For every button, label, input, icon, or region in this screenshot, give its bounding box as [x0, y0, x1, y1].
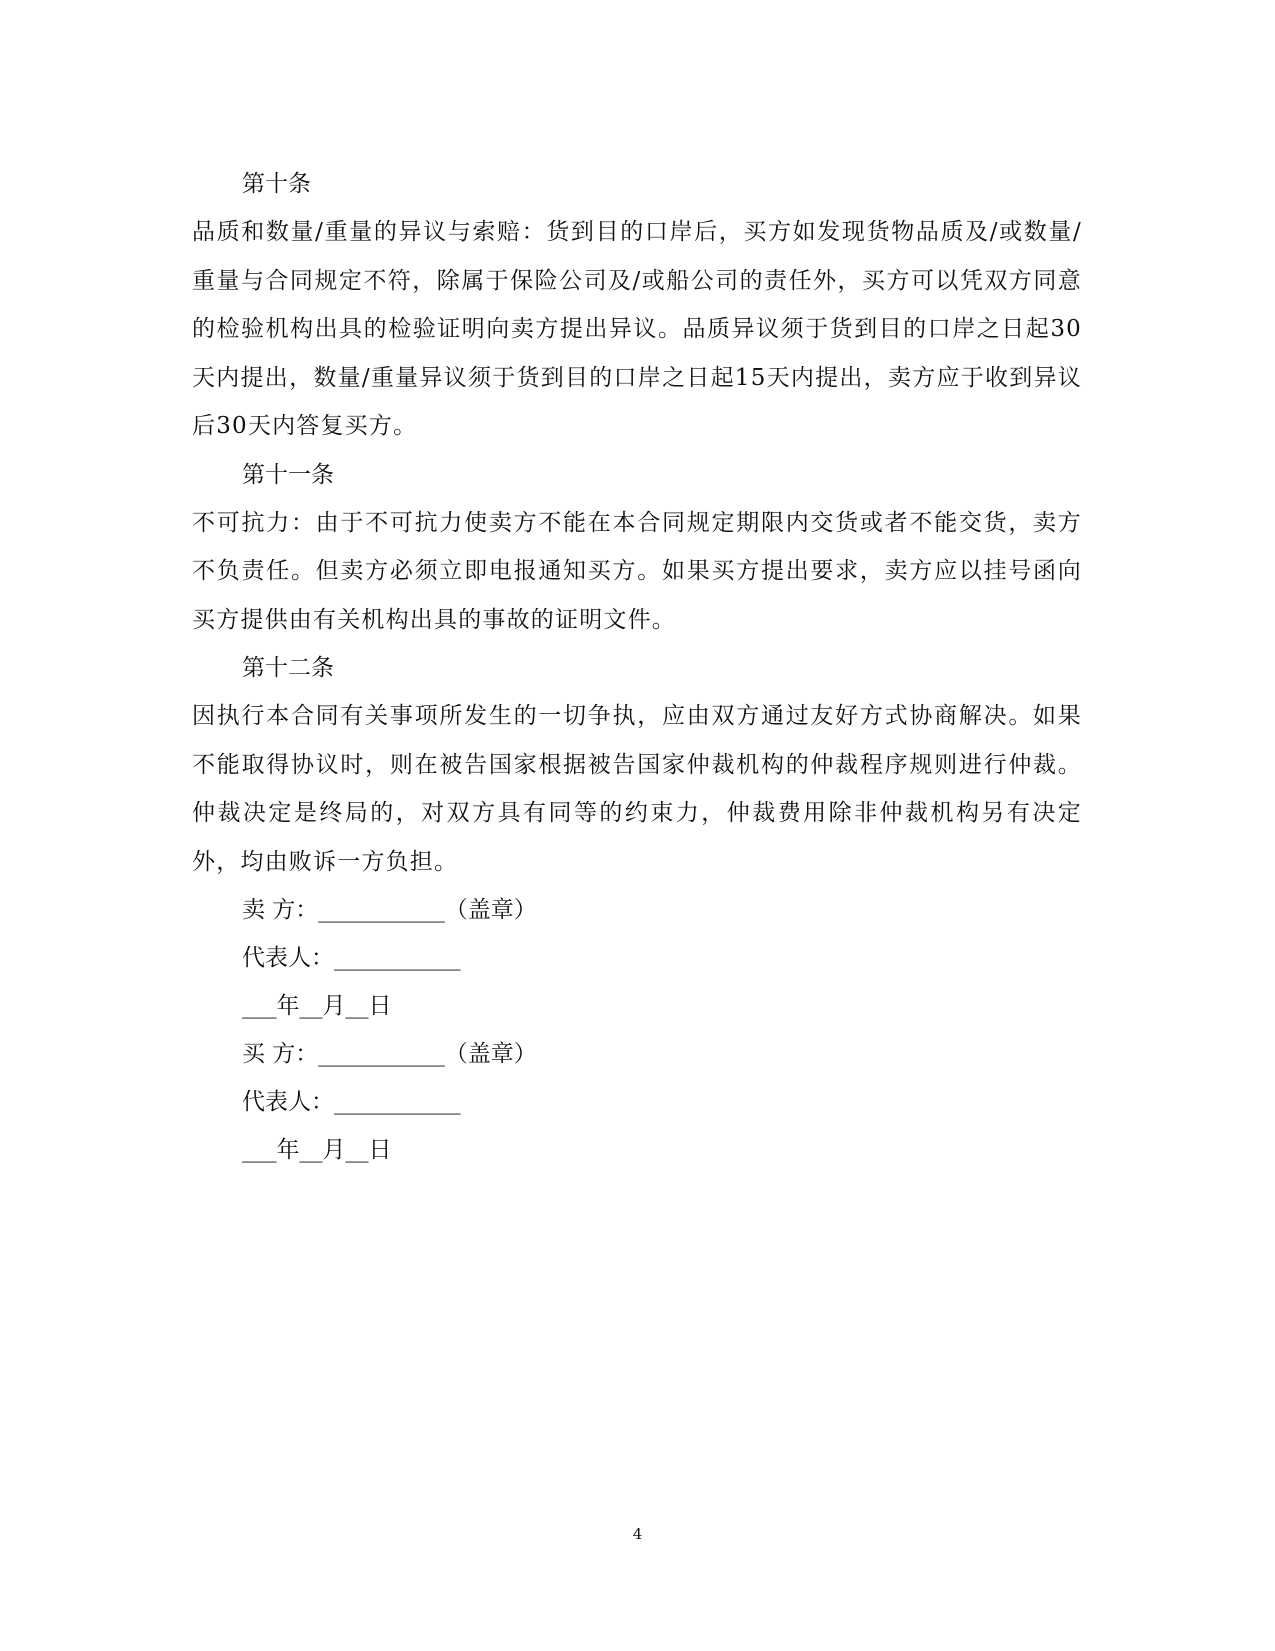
document-body	[192, 160, 1082, 1174]
page-number: 4	[632, 1525, 643, 1543]
buyer-date-line: ___年__月__日	[242, 1137, 392, 1163]
article-12-heading: 第十二条	[242, 655, 334, 681]
seller-signature-line: 卖 方：___________（盖章）	[242, 897, 537, 923]
buyer-representative-line: 代表人：___________	[242, 1089, 461, 1115]
article-10-text: 品质和数量/重量的异议与索赔：货到目的口岸后，买方如发现货物品质及/或数量/重量与合同规定不符，除属于保险公司及/或船公司的责任外，买方可以凭双方同意的检验机构出具的检验证明向卖方提出异议。品质异议须于货到目的口岸之日起30天内提出，数量/重量异议须于货到目的口岸之日起15天内提出，卖方应于收到异议后30天内答复买方。	[192, 219, 1082, 439]
article-10-heading: 第十条	[242, 171, 311, 197]
seller-representative-line: 代表人：___________	[242, 945, 461, 971]
article-11-heading: 第十一条	[242, 461, 334, 488]
seller-date-line: ___年__月__日	[242, 993, 392, 1019]
article-12-text: 因执行本合同有关事项所发生的一切争执，应由双方通过友好方式协商解决。如果不能取得协议时，则在被告国家根据被告国家仲裁机构的仲裁程序规则进行仲裁。仲裁决定是终局的，对双方具有同等的约束力，仲裁费用除非仲裁机构另有决定外，均由败诉一方负担。	[192, 703, 1082, 875]
article-11-text: 不可抗力：由于不可抗力使卖方不能在本合同规定期限内交货或者不能交货，卖方不负责任。但卖方必须立即电报通知买方。如果买方提出要求，卖方应以挂号函向买方提供由有关机构出具的事故的证明文件。	[192, 509, 1082, 633]
buyer-signature-line: 买 方：___________（盖章）	[242, 1041, 537, 1067]
